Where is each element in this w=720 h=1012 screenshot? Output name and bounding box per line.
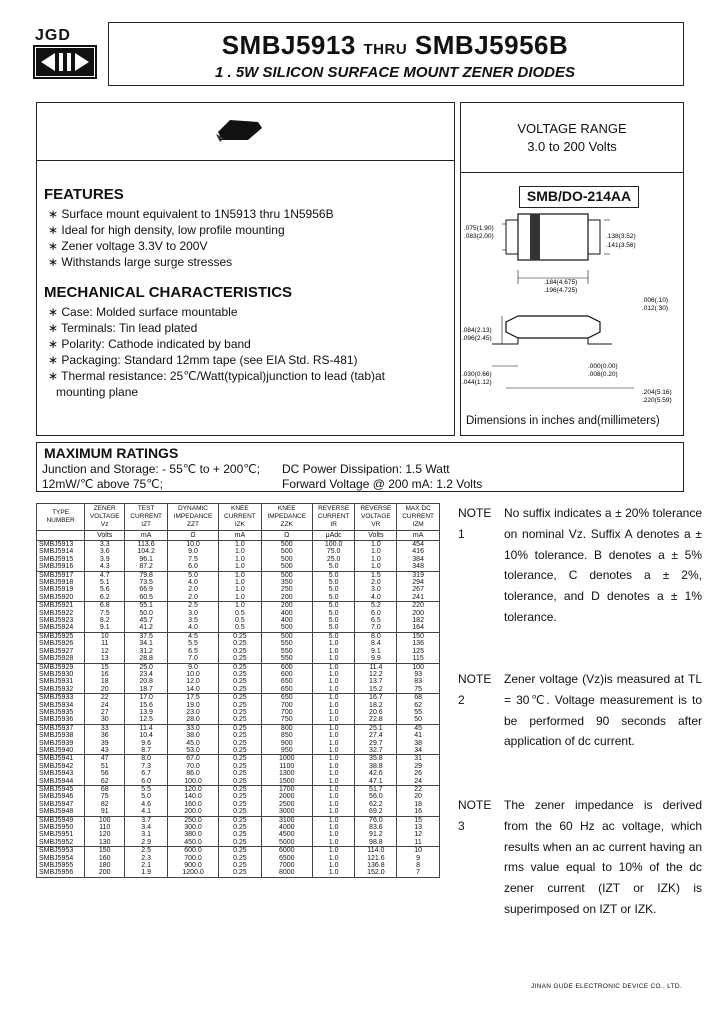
table-cell: SMBJ5949 SMBJ5950 SMBJ5951 SMBJ5952 — [37, 816, 85, 847]
table-cell: SMBJ5917 SMBJ5918 SMBJ5919 SMBJ5920 — [37, 571, 85, 602]
max-ratings-line2-right: Forward Voltage @ 200 mA: 1.2 Volts — [282, 477, 483, 491]
unit-cell: μAdc — [312, 531, 355, 541]
table-cell: 1.0 1.0 1.0 1.0 — [312, 663, 355, 694]
electrical-characteristics-table — [36, 503, 440, 878]
table-cell: 5.2 6.0 6.5 7.0 — [355, 602, 397, 633]
table-row-group — [37, 755, 440, 786]
unit-cell: Ω — [261, 531, 312, 541]
table-cell: 3.3 3.6 3.9 4.3 — [85, 541, 125, 572]
mechanical-list — [48, 304, 385, 400]
table-cell: 454 416 384 348 — [397, 541, 440, 572]
table-cell: 100 93 83 75 — [397, 663, 440, 694]
dim-label: .138(3.52) — [606, 233, 636, 240]
column-header: KNEE CURRENT IZK — [219, 504, 262, 531]
table-cell: 68 62 55 50 — [397, 694, 440, 725]
table-cell: 15 16 18 20 — [85, 663, 125, 694]
table-cell: 120.0 140.0 160.0 200.0 — [167, 786, 218, 817]
unit-cell: Volts — [85, 531, 125, 541]
features-divider — [36, 160, 455, 161]
max-ratings-line1-left: Junction and Storage: - 55℃ to + 200℃; — [42, 462, 261, 476]
dim-label: .030(0.66) — [462, 371, 492, 378]
table-cell: SMBJ5945 SMBJ5946 SMBJ5947 SMBJ5948 — [37, 786, 85, 817]
unit-cell: mA — [397, 531, 440, 541]
column-header: DYNAMIC IMPEDANCE ZZT — [167, 504, 218, 531]
table-cell: 55.1 50.0 45.7 41.2 — [125, 602, 168, 633]
table-cell: 10 9 8 7 — [397, 847, 440, 878]
table-cell: 0.25 0.25 0.25 0.25 — [219, 816, 262, 847]
package-divider — [460, 172, 684, 173]
table-cell: 31 29 26 24 — [397, 755, 440, 786]
table-cell: 5.0 1.0 1.0 1.0 — [312, 632, 355, 663]
table-cell: 1.0 1.0 1.0 1.0 — [312, 755, 355, 786]
table-cell: 67.0 70.0 86.0 100.0 — [167, 755, 218, 786]
dim-label: .075(1.90) — [464, 225, 494, 232]
table-cell: 650 700 700 750 — [261, 694, 312, 725]
mechanical-item: ∗ Polarity: Cathode indicated by band — [48, 337, 251, 351]
mechanical-item: ∗ Packaging: Standard 12mm tape (see EIA Std. RS-481) — [48, 353, 358, 367]
table-cell: 37.5 34.1 31.2 28.8 — [125, 632, 168, 663]
table-cell: 5.0 4.0 2.0 2.0 — [167, 571, 218, 602]
column-header: TYPE NUMBER — [37, 504, 85, 531]
table-row-group — [37, 847, 440, 878]
table-cell: 500 350 250 200 — [261, 571, 312, 602]
table-cell: 6.8 7.5 8.2 9.1 — [85, 602, 125, 633]
table-cell: 319 294 267 241 — [397, 571, 440, 602]
table-cell: 33.0 38.0 45.0 53.0 — [167, 724, 218, 755]
table-cell: 800 850 900 950 — [261, 724, 312, 755]
mechanical-item: mounting plane — [56, 385, 139, 399]
column-header: KNEE IMPEDANCE ZZK — [261, 504, 312, 531]
table-cell: 2.5 3.0 3.5 4.0 — [167, 602, 218, 633]
table-cell: 5.0 5.0 5.0 5.0 — [312, 571, 355, 602]
table-cell: 5.5 5.0 4.6 4.1 — [125, 786, 168, 817]
package-dimension-drawing — [462, 212, 682, 408]
table-cell: 1.0 1.0 1.0 1.0 — [312, 724, 355, 755]
table-header-row — [37, 504, 440, 531]
unit-cell — [37, 531, 85, 541]
table-cell: 500 500 500 500 — [261, 541, 312, 572]
table-cell: 79.8 73.5 66.9 60.5 — [125, 571, 168, 602]
table-cell: SMBJ5929 SMBJ5930 SMBJ5931 SMBJ5932 — [37, 663, 85, 694]
feature-item: ∗ Withstands large surge stresses — [48, 255, 233, 269]
table-row-group — [37, 816, 440, 847]
table-cell: 16.7 18.2 20.6 22.8 — [355, 694, 397, 725]
max-ratings-heading: MAXIMUM RATINGS — [44, 445, 179, 461]
note-text: No suffix indicates a ± 20% tolerance on nominal Vz. Suffix A denotes a ± 10% tolerance. B denotes a ± 5% tolerance, C denotes a ± 2%, tolerance, and D denotes a ± 1% tolerance. — [504, 506, 702, 624]
table-cell: 0.25 0.25 0.25 0.25 — [219, 724, 262, 755]
table-cell: 600.0 700.0 900.0 1200.0 — [167, 847, 218, 878]
features-list — [48, 206, 334, 270]
table-row-group — [37, 786, 440, 817]
table-units-row — [37, 531, 440, 541]
dim-label: .196(4.725) — [544, 287, 578, 294]
table-cell: 1.0 1.0 1.0 1.0 — [312, 786, 355, 817]
table-cell: 45 41 38 34 — [397, 724, 440, 755]
note-label: NOTE 3 — [458, 798, 492, 833]
table-cell: 500 550 550 550 — [261, 632, 312, 663]
note-label: NOTE 1 — [458, 506, 492, 541]
table-cell: 25.1 27.4 29.7 32.7 — [355, 724, 397, 755]
package-name: SMB/DO-214AA — [519, 186, 639, 208]
mechanical-heading: MECHANICAL CHARACTERISTICS — [44, 284, 293, 301]
table-cell: 114.0 121.6 136.8 152.0 — [355, 847, 397, 878]
unit-cell: Ω — [167, 531, 218, 541]
table-cell: 15 13 12 11 — [397, 816, 440, 847]
dim-label: .000(0.00) — [588, 363, 618, 370]
table-row-group — [37, 724, 440, 755]
table-cell: SMBJ5921 SMBJ5922 SMBJ5923 SMBJ5924 — [37, 602, 85, 633]
table-cell: SMBJ5937 SMBJ5938 SMBJ5939 SMBJ5940 — [37, 724, 85, 755]
unit-cell: Volts — [355, 531, 397, 541]
column-header: REVERSE VOLTAGE VR — [355, 504, 397, 531]
table-cell: SMBJ5913 SMBJ5914 SMBJ5915 SMBJ5916 — [37, 541, 85, 572]
max-ratings-line1-right: DC Power Dissipation: 1.5 Watt — [282, 462, 450, 476]
table-cell: 11.4 12.2 13.7 15.2 — [355, 663, 397, 694]
table-cell: 150 160 180 200 — [85, 847, 125, 878]
dim-label: .008(0.20) — [588, 371, 618, 378]
dim-label: .141(3.56) — [606, 242, 636, 249]
dim-label: .083(2.00) — [464, 233, 494, 240]
dim-label: .084(2.13) — [462, 327, 492, 334]
table-cell: 1.0 1.0 1.0 1.0 — [219, 541, 262, 572]
table-cell: SMBJ5941 SMBJ5942 SMBJ5943 SMBJ5944 — [37, 755, 85, 786]
dim-label: .204(5.16) — [642, 389, 672, 396]
table-cell: 76.0 83.6 91.2 98.8 — [355, 816, 397, 847]
table-cell: 113.6 104.2 96.1 87.2 — [125, 541, 168, 572]
table-cell: 1.0 1.0 1.0 1.0 — [312, 816, 355, 847]
table-cell: 10.0 9.0 7.5 6.0 — [167, 541, 218, 572]
table-row-group — [37, 602, 440, 633]
table-cell: 8.0 7.3 6.7 6.0 — [125, 755, 168, 786]
table-cell: 0.25 0.25 0.25 0.25 — [219, 694, 262, 725]
column-header: MAX DC CURRENT IZM — [397, 504, 440, 531]
table-row-group — [37, 663, 440, 694]
table-row-group — [37, 571, 440, 602]
table-cell: 10 11 12 13 — [85, 632, 125, 663]
table-cell: 220 200 182 164 — [397, 602, 440, 633]
table-cell: 1000 1100 1300 1500 — [261, 755, 312, 786]
document-subtitle: 1 . 5W SILICON SURFACE MOUNT ZENER DIODES — [214, 64, 576, 81]
dim-label: .006(.10) — [642, 297, 669, 304]
table-cell: 1.0 1.0 1.0 1.0 — [312, 847, 355, 878]
table-cell: 100 110 120 130 — [85, 816, 125, 847]
table-cell: 200 400 400 500 — [261, 602, 312, 633]
table-cell: 1700 2000 2500 3000 — [261, 786, 312, 817]
table-cell: 33 36 39 43 — [85, 724, 125, 755]
table-cell: 3100 4000 4500 5000 — [261, 816, 312, 847]
table-cell: 22 20 18 16 — [397, 786, 440, 817]
table-cell: 2.5 2.3 2.1 1.9 — [125, 847, 168, 878]
table-cell: 100.0 75.0 25.0 5.0 — [312, 541, 355, 572]
table-cell: 150 136 125 115 — [397, 632, 440, 663]
table-cell: 47 51 56 62 — [85, 755, 125, 786]
table-cell: 0.25 0.25 0.25 0.25 — [219, 663, 262, 694]
dim-label: .044(1.12) — [462, 379, 492, 386]
unit-cell: mA — [219, 531, 262, 541]
footer-company: JINAN GUDE ELECTRONIC DEVICE CO., LTD. — [530, 983, 682, 990]
voltage-range-title: VOLTAGE RANGE — [517, 121, 627, 136]
diode-package-image — [208, 108, 268, 148]
table-cell: SMBJ5925 SMBJ5926 SMBJ5927 SMBJ5928 — [37, 632, 85, 663]
table-cell: 6000 6500 7000 8000 — [261, 847, 312, 878]
voltage-range-value: 3.0 to 200 Volts — [527, 139, 617, 154]
document-title: SMBJ5913 THRU SMBJ5956B — [221, 30, 569, 60]
table-cell: 9.0 10.0 12.0 14.0 — [167, 663, 218, 694]
table-cell: 1.0 0.5 0.5 0.5 — [219, 602, 262, 633]
dim-label: .184(4.675) — [544, 279, 578, 286]
table-cell: 17.5 19.0 23.0 28.0 — [167, 694, 218, 725]
note-text: The zener impedance is derived from the 60 Hz ac voltage, which results when an ac current having an rms value equal to 10% of the dc zener current (IZT or IZK) is superimposed on IZT or IZK. — [504, 798, 702, 916]
table-cell: 0.25 0.25 0.25 0.25 — [219, 755, 262, 786]
table-cell: 35.8 38.8 42.6 47.1 — [355, 755, 397, 786]
table-cell: 22 24 27 30 — [85, 694, 125, 725]
table-cell: 3.7 3.4 3.1 2.9 — [125, 816, 168, 847]
column-header: TEST CURRENT IZT — [125, 504, 168, 531]
feature-item: ∗ Surface mount equivalent to 1N5913 thru 1N5956B — [48, 207, 334, 221]
column-header: REVERSE CURRENT IR — [312, 504, 355, 531]
column-header: ZENER VOLTAGE Vz — [85, 504, 125, 531]
mechanical-item: ∗ Terminals: Tin lead plated — [48, 321, 198, 335]
table-cell: 0.25 0.25 0.25 0.25 — [219, 847, 262, 878]
dim-label: .096(2.45) — [462, 335, 492, 342]
table-cell: 51.7 56.0 62.2 69.2 — [355, 786, 397, 817]
table-cell: 68 75 82 91 — [85, 786, 125, 817]
dim-label: .012(.30) — [642, 305, 669, 312]
table-cell: 1.5 2.0 3.0 4.0 — [355, 571, 397, 602]
table-cell: 8.0 8.4 9.1 9.9 — [355, 632, 397, 663]
table-cell: 25.0 23.4 20.8 18.7 — [125, 663, 168, 694]
voltage-range — [462, 120, 682, 156]
table-cell: SMBJ5953 SMBJ5954 SMBJ5955 SMBJ5956 — [37, 847, 85, 878]
company-logo-icon — [33, 45, 97, 79]
table-cell: 17.0 15.6 13.9 12.5 — [125, 694, 168, 725]
table-cell: 0.25 0.25 0.25 0.25 — [219, 786, 262, 817]
company-logo-text: JGD — [35, 27, 71, 44]
table-cell: 600 600 650 650 — [261, 663, 312, 694]
note-text: Zener voltage (Vz)is measured at TL = 30℃. Voltage measurement is to be performed 90 seconds after application of dc current. — [504, 672, 702, 749]
max-ratings-line2-left: 12mW/℃ above 75℃; — [42, 477, 164, 491]
table-cell: 250.0 300.0 380.0 450.0 — [167, 816, 218, 847]
unit-cell: mA — [125, 531, 168, 541]
table-cell: 4.7 5.1 5.6 6.2 — [85, 571, 125, 602]
table-cell: 1.0 1.0 1.0 1.0 — [312, 694, 355, 725]
table-cell: 0.25 0.25 0.25 0.25 — [219, 632, 262, 663]
table-cell: 1.0 1.0 1.0 1.0 — [355, 541, 397, 572]
mechanical-item: ∗ Thermal resistance: 25℃/Watt(typical)junction to lead (tab)at — [48, 369, 386, 383]
feature-item: ∗ Zener voltage 3.3V to 200V — [48, 239, 208, 253]
dim-label: .220(5.59) — [642, 397, 672, 404]
table-row-group — [37, 541, 440, 572]
table-cell: 11.4 10.4 9.6 8.7 — [125, 724, 168, 755]
features-heading: FEATURES — [44, 186, 124, 203]
feature-item: ∗ Ideal for high density, low profile mounting — [48, 223, 285, 237]
note-label: NOTE 2 — [458, 672, 492, 707]
table-cell: SMBJ5933 SMBJ5934 SMBJ5935 SMBJ5936 — [37, 694, 85, 725]
table-cell: 5.0 5.0 5.0 5.0 — [312, 602, 355, 633]
table-cell: 1.0 1.0 1.0 1.0 — [219, 571, 262, 602]
table-row-group — [37, 694, 440, 725]
table-row-group — [37, 632, 440, 663]
table-cell: 4.5 5.5 6.5 7.0 — [167, 632, 218, 663]
mechanical-item: ∗ Case: Molded surface mountable — [48, 305, 238, 319]
dimensions-note: Dimensions in inches and(millimeters) — [466, 415, 660, 427]
